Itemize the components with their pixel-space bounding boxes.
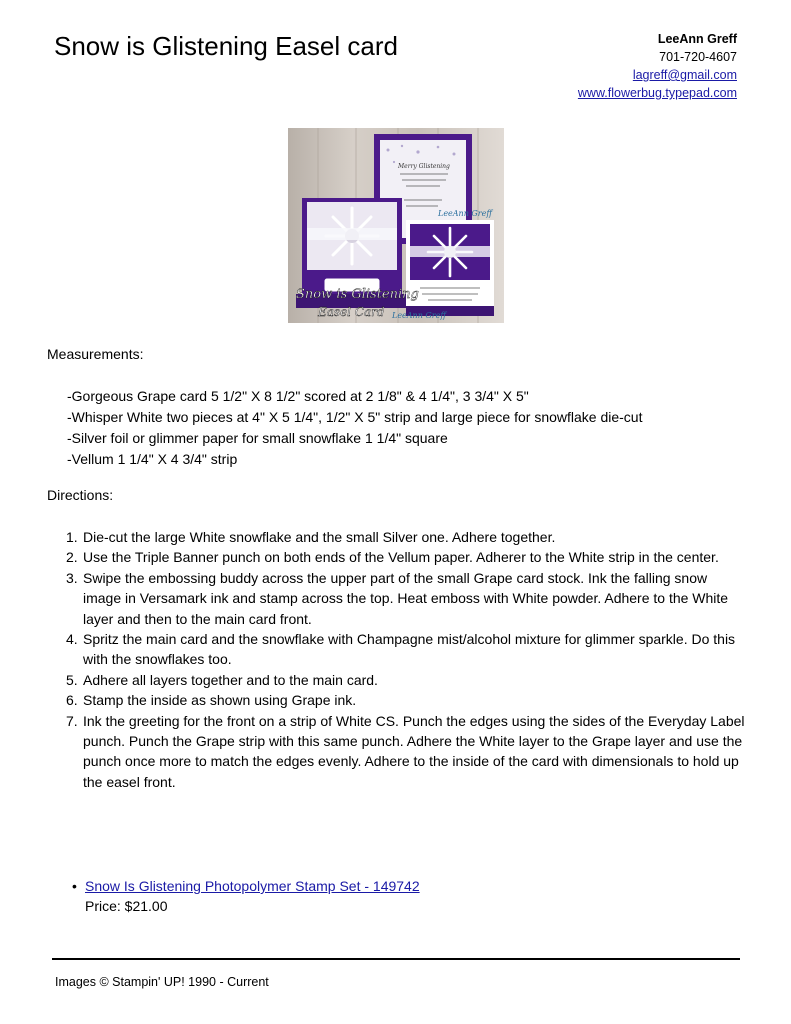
phone-number: 701-720-4607 [659, 50, 737, 64]
step-number: 1. [66, 529, 78, 545]
step-number: 7. [66, 712, 78, 729]
measurement-item: -Gorgeous Grape card 5 1/2" X 8 1/2" scored at 2 1/8" & 4 1/4", 3 3/4" X 5" [67, 388, 529, 404]
photo-caption-2: Easel Card [318, 305, 385, 319]
step-number: 2. [66, 549, 78, 566]
photo-watermark-2: LeeAnn Greff [392, 311, 447, 320]
step-number: 4. [66, 631, 78, 648]
direction-step [66, 690, 748, 710]
step-number: 6. [66, 692, 78, 709]
step-text: Ink the greeting for the front on a strip of White CS. Punch the edges using the sides of the Everyday Label punch. Punch the Grape strip with this same punch. Adhere the White layer to the Grape layer and use the punch once more to match the edges evenly. Adhere to the inside of the card with dimensionals to hold up the easel front. [83, 712, 745, 790]
measurement-item: -Vellum 1 1/4" X 4 3/4" strip [67, 451, 238, 467]
product-entry [72, 876, 420, 916]
photo-watermark: LeeAnn Greff [438, 209, 493, 218]
direction-step [66, 629, 748, 670]
direction-step [66, 568, 748, 629]
author-name: LeeAnn Greff [657, 32, 737, 46]
measurement-item: -Whisper White two pieces at 4" X 5 1/4", 1/2" X 5" strip and large piece for snowflake die-cut [67, 409, 643, 425]
card-inside-text: Merry Glistening [398, 163, 450, 170]
step-text: Die-cut the large White snowflake and the small Silver one. Adhere together. [83, 529, 556, 545]
email-link[interactable]: lagreff@gmail.com [632, 68, 737, 82]
step-text: Adhere all layers together and to the main card. [83, 671, 378, 688]
card-photo [288, 128, 504, 323]
direction-step [66, 527, 748, 547]
website-link[interactable]: www.flowerbug.typepad.com [577, 86, 737, 100]
measurement-item: -Silver foil or glimmer paper for small snowflake 1 1/4" square [67, 430, 448, 446]
bullet-icon: • [72, 878, 77, 894]
step-text: Swipe the embossing buddy across the upper part of the small Grape card stock. Ink the falling snow image in Versamark ink and stamp across the top. Heat emboss with White powder. Adhere to the White layer and then to the main card front. [83, 569, 729, 627]
photo-caption-1: Snow is Glistening [296, 287, 419, 302]
product-link[interactable]: Snow Is Glistening Photopolymer Stamp Set - 149742 [85, 878, 420, 894]
footer-divider [52, 958, 740, 960]
step-text: Stamp the inside as shown using Grape ink. [83, 692, 357, 709]
copyright-footer: Images © Stampin' UP! 1990 - Current [55, 975, 269, 989]
page-title: Snow is Glistening Easel card [54, 31, 398, 61]
right-easel-card [406, 220, 494, 316]
measurements-list [67, 386, 642, 470]
directions-label: Directions: [47, 487, 114, 503]
step-number: 5. [66, 671, 78, 688]
step-number: 3. [66, 569, 78, 586]
direction-step [66, 547, 748, 567]
directions-list [66, 527, 748, 792]
contact-block [578, 30, 737, 102]
card-photo-illustration [288, 128, 504, 323]
step-text: Spritz the main card and the snowflake with Champagne mist/alcohol mixture for glimmer sparkle. Do this with the snowflakes too. [83, 631, 736, 668]
measurements-label: Measurements: [47, 346, 144, 362]
step-text: Use the Triple Banner punch on both ends of the Vellum paper. Adherer to the White strip in the center. [83, 549, 719, 566]
direction-step [66, 670, 748, 690]
direction-step [66, 711, 748, 793]
product-price: Price: $21.00 [85, 898, 168, 914]
